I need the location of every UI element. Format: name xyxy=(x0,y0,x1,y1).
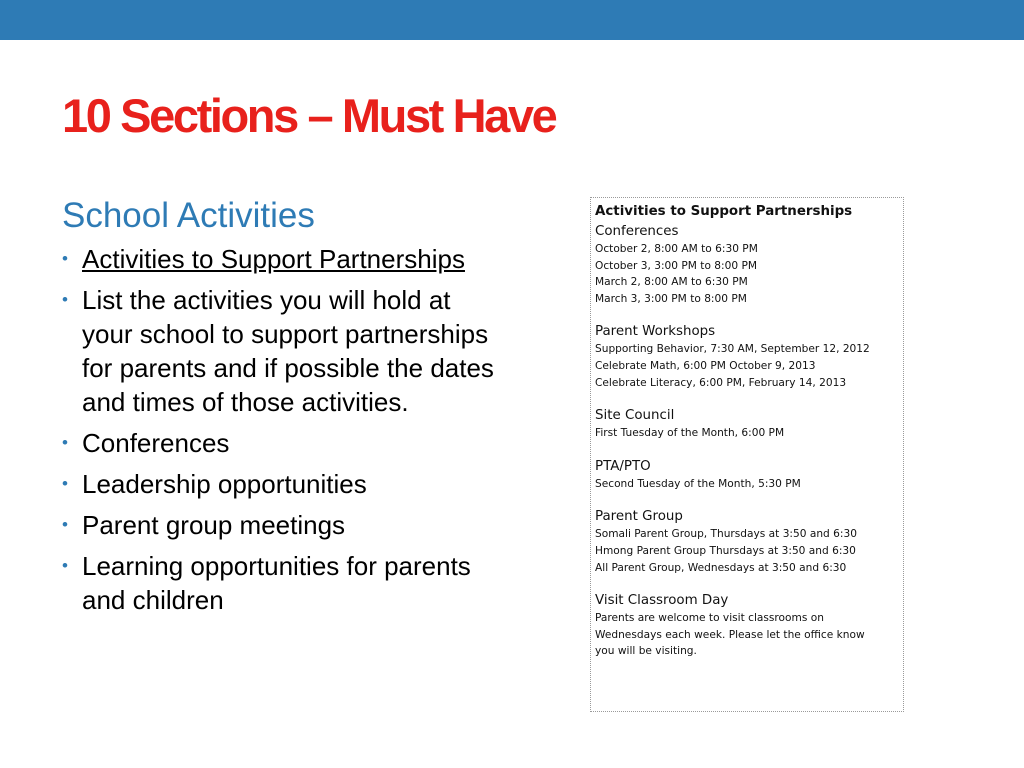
panel-line: October 2, 8:00 AM to 6:30 PM xyxy=(595,243,758,255)
bullet-list xyxy=(62,242,502,617)
bullet-item xyxy=(62,426,502,460)
panel-title: Activities to Support Partnerships xyxy=(595,204,853,219)
bullet-text: Parent group meetings xyxy=(82,510,346,540)
panel-section-parent-workshops xyxy=(595,322,899,391)
panel-line: March 3, 3:00 PM to 8:00 PM xyxy=(595,292,747,305)
panel-section-site-council xyxy=(595,406,899,442)
example-activities-panel xyxy=(590,197,904,712)
panel-line: All Parent Group, Wednesdays at 3:50 and 6:30 xyxy=(595,561,847,574)
panel-line: October 3, 3:00 PM to 8:00 PM xyxy=(595,259,757,272)
panel-line: Hmong Parent Group Thursdays at 3:50 and 6:30 xyxy=(595,544,856,557)
panel-section-pta-pto xyxy=(595,457,899,493)
bullet-text: Conferences xyxy=(82,428,230,458)
panel-section-heading: Site Council xyxy=(595,408,675,424)
slide-title: 10 Sections – Must Have xyxy=(62,89,556,142)
bullet-item xyxy=(62,242,502,276)
panel-line: Second Tuesday of the Month, 5:30 PM xyxy=(595,477,801,490)
header-bar xyxy=(0,0,1024,40)
bullet-text: List the activities you will hold at your school to support partnerships for parents and if possible the dates and times of those activities. xyxy=(82,285,494,417)
section-subtitle: School Activities xyxy=(62,196,315,235)
panel-section-visit-classroom-day xyxy=(595,591,899,660)
panel-line: Supporting Behavior, 7:30 AM, September 12, 2012 xyxy=(595,343,870,356)
bullet-item xyxy=(62,467,502,501)
bullet-text-link[interactable]: Activities to Support Partnerships xyxy=(82,244,465,274)
panel-line: you will be visiting. xyxy=(595,645,697,658)
panel-line: Celebrate Math, 6:00 PM October 9, 2013 xyxy=(595,359,816,372)
panel-line: Somali Parent Group, Thursdays at 3:50 and 6:30 xyxy=(595,528,857,541)
bullet-item xyxy=(62,283,502,419)
panel-section-heading: Visit Classroom Day xyxy=(595,593,729,609)
bullet-item xyxy=(62,549,502,617)
panel-line: First Tuesday of the Month, 6:00 PM xyxy=(595,427,785,440)
panel-line: Parents are welcome to visit classrooms on xyxy=(595,612,824,625)
panel-section-conferences xyxy=(595,222,899,307)
bullet-text: Leadership opportunities xyxy=(82,469,367,499)
bullet-text: Learning opportunities for parents and children xyxy=(82,551,471,615)
bullet-item xyxy=(62,508,502,542)
panel-section-heading: Conferences xyxy=(595,224,679,239)
panel-section-heading: Parent Group xyxy=(595,509,683,525)
panel-line: March 2, 8:00 AM to 6:30 PM xyxy=(595,276,748,289)
panel-section-parent-group xyxy=(595,507,899,576)
panel-section-heading: PTA/PTO xyxy=(595,458,651,474)
panel-section-heading: Parent Workshops xyxy=(595,324,716,340)
panel-line: Wednesdays each week. Please let the office know xyxy=(595,628,865,641)
panel-line: Celebrate Literacy, 6:00 PM, February 14, 2013 xyxy=(595,376,847,389)
left-column xyxy=(62,196,502,624)
